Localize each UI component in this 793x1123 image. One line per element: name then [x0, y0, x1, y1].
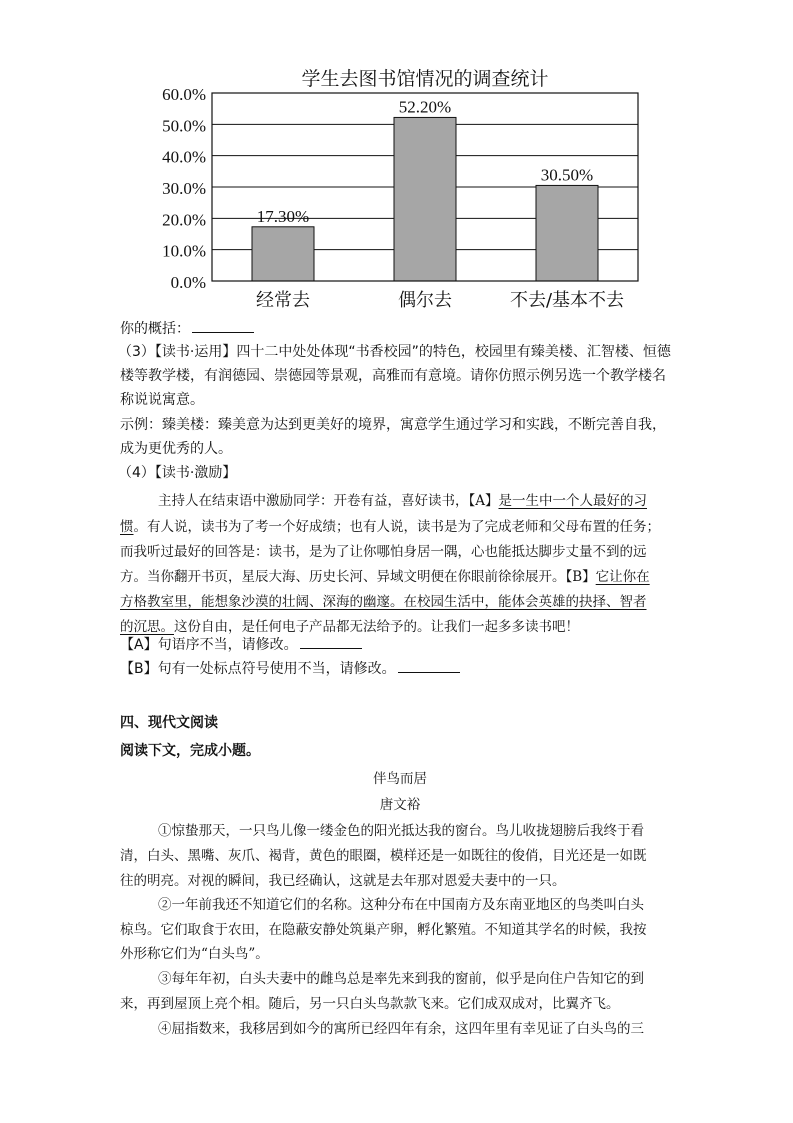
y-tick-label: 60.0% — [162, 85, 206, 104]
y-tick-label: 10.0% — [162, 241, 206, 261]
sentence-b-underlined: 它让你在 — [595, 569, 650, 585]
y-axis-ticks — [162, 85, 206, 292]
q4-b-prompt: 【B】句有一处标点符号使用不当，请修改。 — [120, 658, 460, 679]
summary-prompt: 你的概括： — [120, 318, 254, 339]
bar — [536, 185, 598, 281]
article-p3-line1: ③每年年初，白头夫妻中的雌鸟总是率先来到我的窗前，似乎是向住户告知它的到 — [158, 971, 644, 987]
bar — [252, 227, 314, 281]
y-tick-label: 20.0% — [162, 210, 206, 230]
article-p2-line3: 外形称它们为“白头鸟”。 — [120, 946, 269, 962]
q3-example1: 示例：臻美楼：臻美意为达到更美好的境界，寓意学生通过学习和实践，不断完善自我， — [120, 417, 666, 433]
answer-blank-b[interactable] — [398, 658, 460, 673]
q4-passage-line4: 方。当你翻开书页，星辰大海、历史长河、异域文明便在你眼前徐徐展开。【B】它让你在 — [120, 569, 650, 585]
q4-passage-line2: 惯。有人说，读书为了考一个好成绩；也有人说，读书是为了完成老师和父母布置的任务； — [120, 519, 660, 535]
y-tick-label: 50.0% — [162, 116, 206, 136]
sentence-a-underlined: 是一生中一个人最好的习 — [498, 493, 647, 509]
q4-passage-line3: 而我听过最好的回答是：读书，是为了让你哪怕身居一隅，心也能抵达脚步丈量不到的远 — [120, 544, 647, 560]
bar-value-label: 17.30% — [256, 206, 310, 226]
y-tick-label: 40.0% — [162, 147, 206, 167]
q4-passage-line5: 方格教室里，能想象沙漠的壮阔、深海的幽邃。在校园生活中，能体会英雄的抉择、智者 — [120, 594, 647, 610]
x-category-label: 不去/基本不去 — [509, 290, 625, 311]
article-p2-line2: 椋鸟。它们取食于农田，在隐蔽安静处筑巢产卵，孵化繁殖。不知道其学名的时候，我按 — [120, 922, 647, 938]
x-category-label: 经常去 — [256, 290, 310, 311]
x-axis-labels — [256, 290, 624, 311]
bar-chart — [120, 55, 680, 315]
article-p3-line2: 来，再到屋顶上亮个相。随后，另一只白头鸟款款飞来。它们成双成对，比翼齐飞。 — [120, 996, 620, 1012]
article-p2-line1: ②一年前我还不知道它们的名称。这种分布在中国南方及东南亚地区的鸟类叫白头 — [158, 897, 644, 913]
article-p1-line2: 清，白头、黑嘴、灰爪、褐背，黄色的眼圈，模样还是一如既往的俊俏，目光还是一如既 — [120, 848, 647, 864]
sentence-a-underlined-end: 惯 — [120, 519, 134, 535]
bar-value-label: 52.20% — [398, 97, 452, 117]
q3-example2: 成为更优秀的人。 — [120, 441, 232, 457]
q4-title: （4）【读书·激励】 — [118, 465, 237, 481]
article-p1-line1: ①惊蛰那天，一只鸟儿像一缕金色的阳光抵达我的窗台。鸟儿收拢翅膀后我终于看 — [158, 823, 644, 839]
sentence-b-underlined-end: 的沉思。 — [120, 619, 174, 635]
article-p4-line1: ④屈指数来，我移居到如今的寓所已经四年有余，这四年里有幸见证了白头鸟的三 — [158, 1021, 644, 1037]
q4-a-prompt: 【A】句语序不当，请修改。 — [120, 634, 362, 655]
bar — [394, 117, 456, 281]
answer-blank[interactable] — [192, 318, 254, 333]
bar-value-label: 30.50% — [540, 165, 594, 185]
article-p1-line3: 往的明亮。对视的瞬间，我已经确认，这就是去年那对恩爱夫妻中的一只。 — [120, 873, 566, 889]
q3-line2: 楼等教学楼，有润德园、崇德园等景观，高雅而有意境。请你仿照示例另选一个教学楼名 — [120, 368, 666, 384]
section-instruction: 阅读下文，完成小题。 — [120, 743, 260, 759]
article-author: 唐文裕 — [379, 797, 421, 813]
q4-passage-line6: 的沉思。这份自由，是任何电子产品都无法给予的。让我们一起多多读书吧！ — [120, 619, 579, 635]
chart-title: 学生去图书馆情况的调查统计 — [301, 68, 549, 90]
x-category-label: 偶尔去 — [398, 290, 452, 311]
y-tick-label: 30.0% — [162, 179, 206, 198]
chart-bars — [252, 97, 598, 281]
answer-blank-a[interactable] — [300, 634, 362, 649]
section-heading: 四、现代文阅读 — [120, 715, 218, 731]
q3-line1: （3）【读书·运用】四十二中处处体现“书香校园”的特色，校园里有臻美楼、汇智楼、恒德 — [118, 344, 671, 360]
y-tick-label: 0.0% — [170, 273, 206, 292]
article-title: 伴鸟而居 — [373, 771, 427, 787]
q4-passage-line1: 主持人在结束语中激励同学：开卷有益，喜好读书，【A】是一生中一个人最好的习 — [158, 493, 647, 509]
q3-line3: 称说说寓意。 — [120, 392, 204, 408]
